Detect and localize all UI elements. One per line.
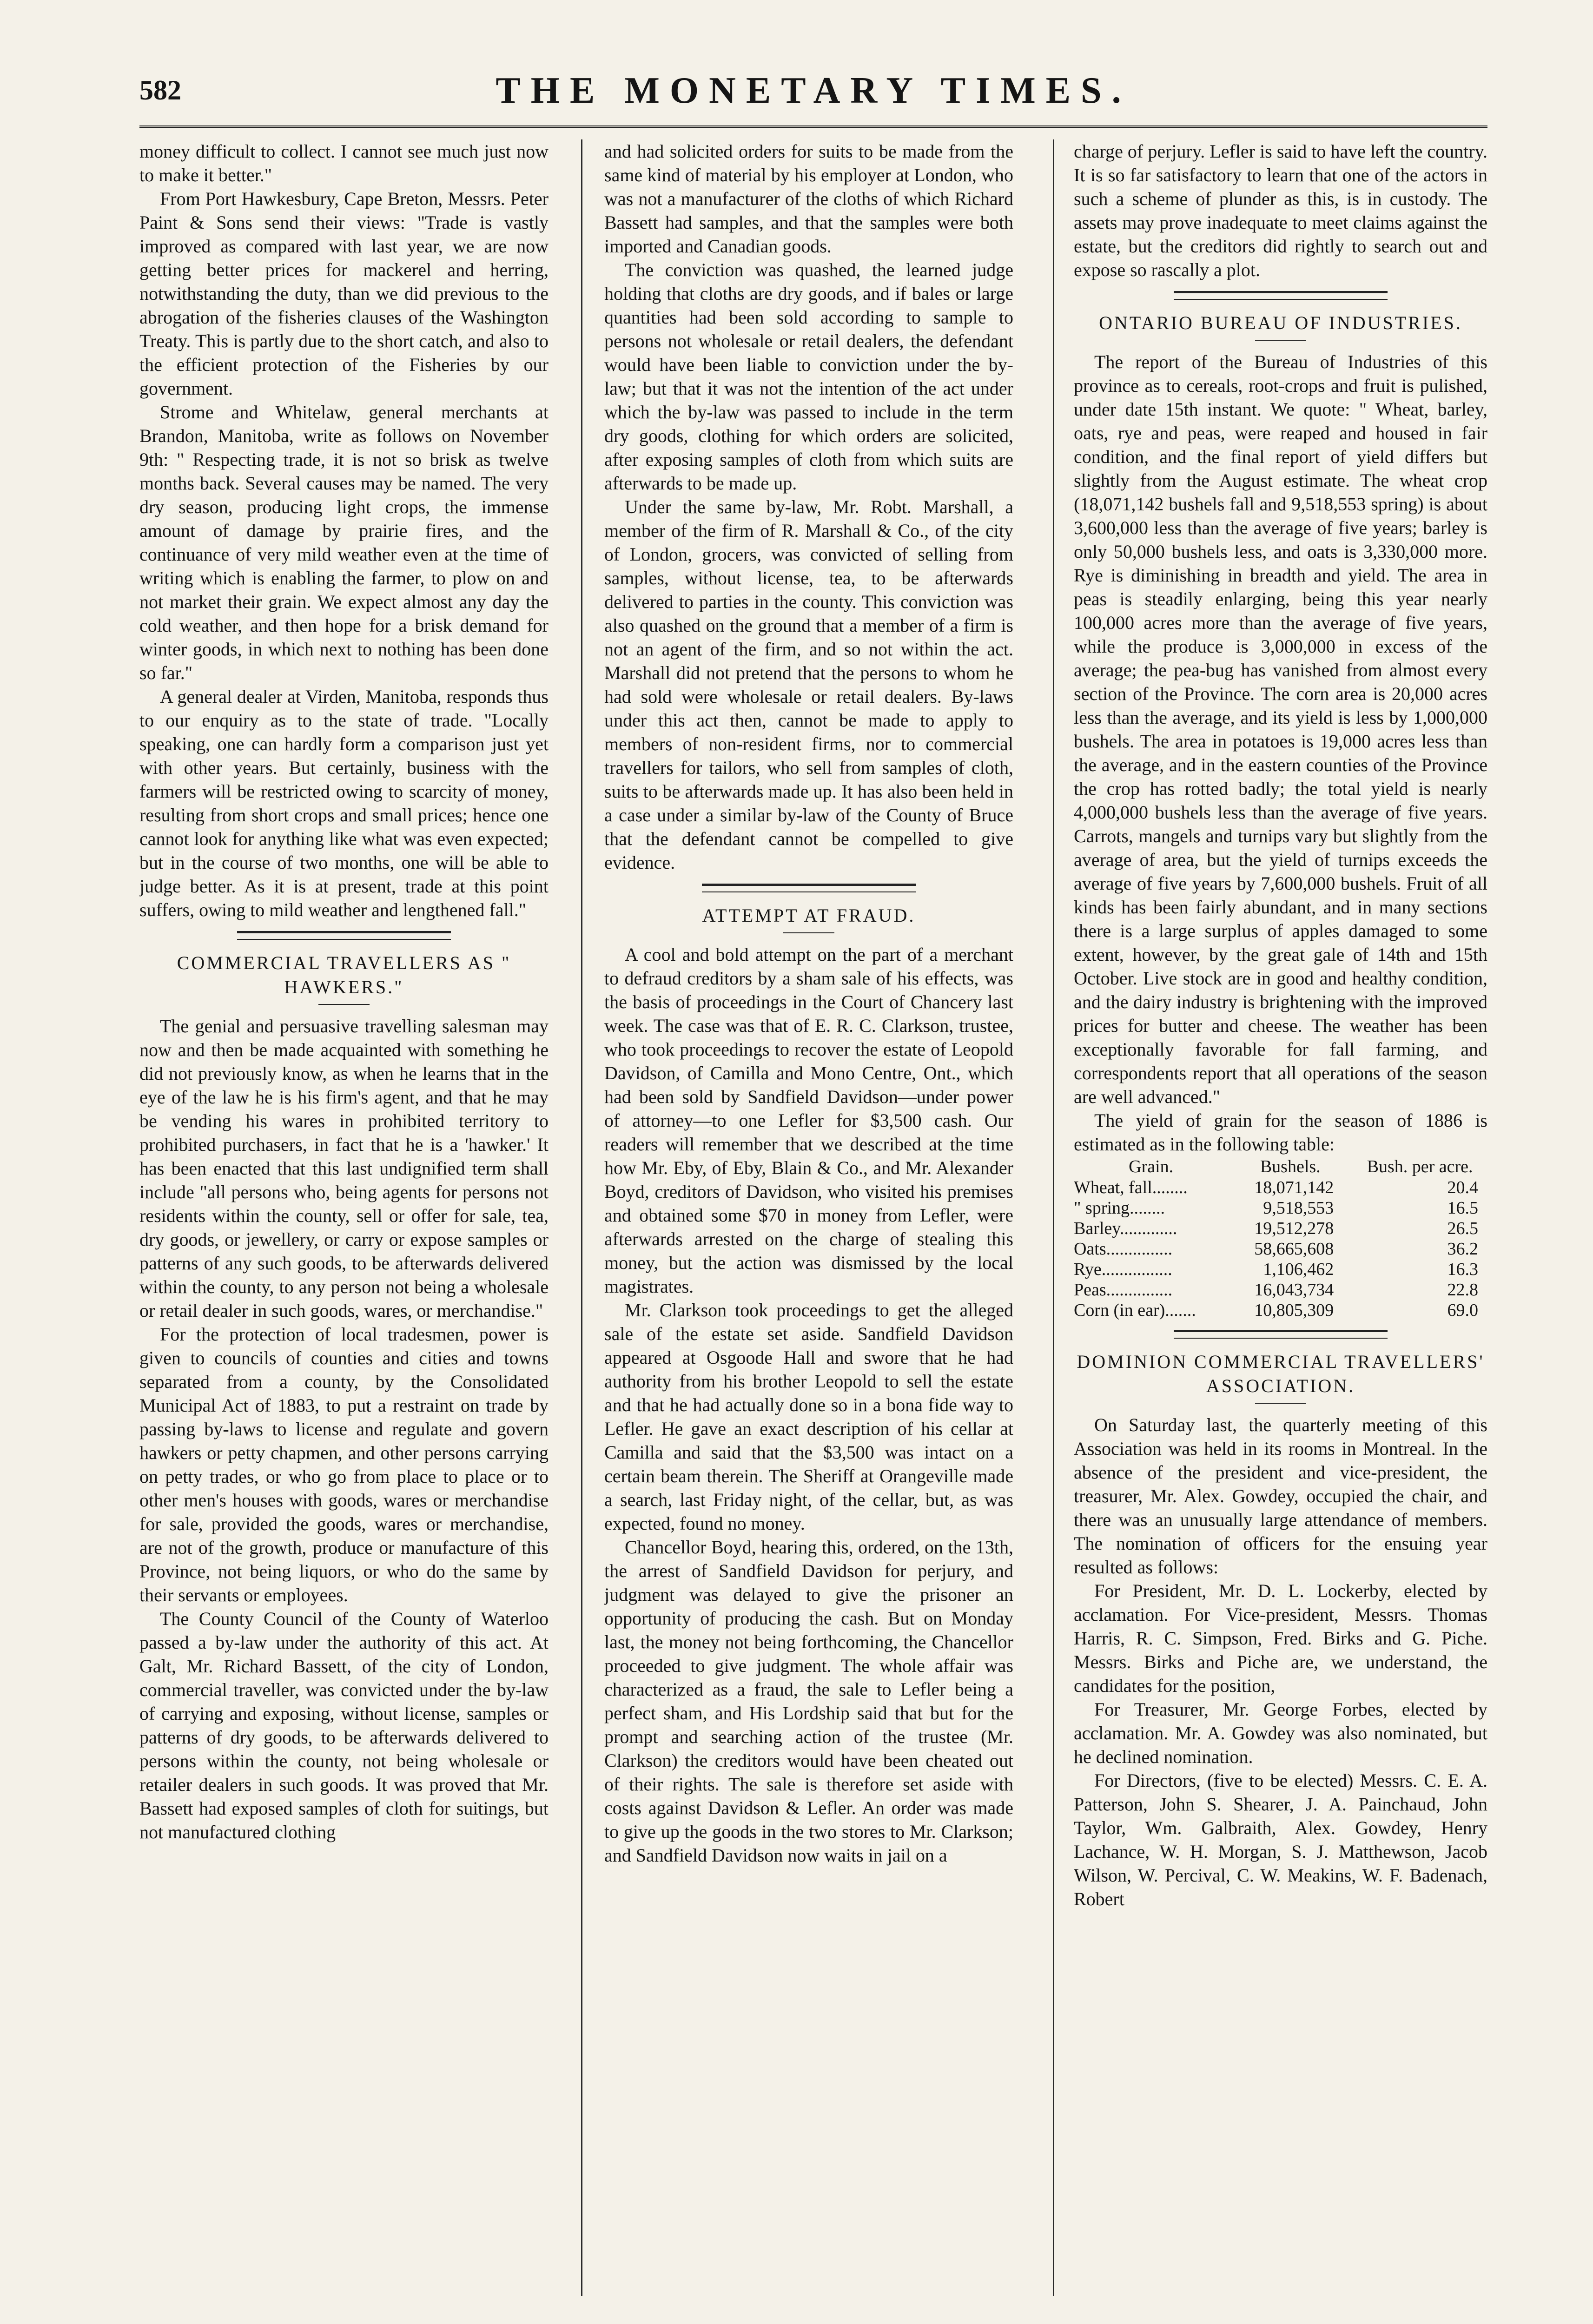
paragraph: For President, Mr. D. L. Lockerby, elected by acclamation. For Vice-president, Messrs. Thomas Harris, R. C. Simpson, Fred. Birks and G. Piche. Messrs. Birks and Piche are, we understand, the candidates for the position, (1074, 1580, 1487, 1696)
column-3 (1074, 139, 1487, 2296)
paragraph: On Saturday last, the quarterly meeting of this Association was held in its rooms in Montreal. In the absence of the president and vice-president, the treasurer, Mr. Alex. Gowdey, occupied the chair, and there was an unusually large attendance of members. The nomination of officers for the ensuing year resulted as follows: (1074, 1414, 1487, 1578)
bushels-cell: 9,518,553 (1263, 1198, 1334, 1218)
paragraph: money difficult to collect. I cannot see much just now to make it better." (139, 141, 549, 185)
column-2 (604, 139, 1013, 2296)
section-divider (1174, 291, 1388, 300)
table-row (1074, 1218, 1487, 1239)
grain-cell: " spring........ (1074, 1198, 1165, 1218)
paragraph: From Port Hawkesbury, Cape Breton, Messrs. Peter Paint & Sons send their views: "Trade is vastly improved as compared with last year, we are now getting better prices for mackerel and herring, notwithstanding the duty, than we did previous to the abrogation of the fisheries clauses of the Washington Treaty. This is partly due to the short catch, and also to the efficient protection of the Fisheries by our government. (139, 188, 549, 399)
column-divider (1053, 139, 1054, 2296)
paragraph: Chancellor Boyd, hearing this, ordered, on the 13th, the arrest of Sandfield Davidson for perjury, and judgment was delayed to give the prisoner an opportunity of producing the cash. But on Monday last, the money not being forthcoming, the Chancellor proceeded to give judgment. The whole affair was characterized as a fraud, the sale to Lefler being a perfect sham, and His Lordship said that but for the prompt and searching action of the trustee (Mr. Clarkson) the creditors would have been cheated out of their rights. The sale is therefore set aside with costs against Davidson & Lefler. An order was made to give up the goods in the two stores to Mr. Clarkson; and Sandfield Davidson now waits in jail on a (604, 1537, 1013, 1866)
heading-rule (1255, 1403, 1306, 1404)
heading-rule (1255, 340, 1306, 341)
rate-cell: 16.5 (1447, 1198, 1478, 1218)
rate-cell: 22.8 (1447, 1280, 1478, 1300)
paragraph: Strome and Whitelaw, general merchants at Brandon, Manitoba, write as follows on November 9th: " Respecting trade, it is not so brisk as twelve months back. Several causes may be named. The very dry season, producing light crops, the immense amount of damage by prairie fires, and the continuance of very mild weather even at the time of writing which is enabling the farmer, to plow on and not market their grain. We expect almost any day the cold weather, and then hope for a brisk demand for winter goods, in which next to nothing has been done so far." (139, 402, 549, 683)
paragraph: and had solicited orders for suits to be made from the same kind of material by his employer at London, who was not a manufacturer of the cloths of which Richard Bassett had samples, and that the samples were both imported and Canadian goods. (604, 141, 1013, 257)
article-heading: ATTEMPT AT FRAUD. (702, 905, 916, 926)
grain-cell: Rye................ (1074, 1260, 1172, 1279)
grain-cell: Corn (in ear)....... (1074, 1301, 1196, 1320)
paragraph: The County Council of the County of Waterloo passed a by-law under the authority of this act. At Galt, Mr. Richard Bassett, of the city of London, commercial traveller, was convicted under the by-law of carrying and exposing, without license, samples or patterns of dry goods, to be afterwards delivered to persons within the county, not being wholesale or retailer dealers in such goods. It was proved that Mr. Bassett had exposed samples of cloth for suitings, but not manufactured clothing (139, 1608, 549, 1842)
table-row (1074, 1198, 1487, 1218)
paragraph: Mr. Clarkson took proceedings to get the alleged sale of the estate set aside. Sandfield Davidson appeared at Osgoode Hall and swore that he had authority from his brother Leopold to sell the estate and that he had actually done so in a bona fide way to Lefler. He gave an exact description of his cellar at Camilla and said that the $3,500 was intact on a certain beam therein. The Sheriff at Orangeville made a search, last Friday night, of the cellar, but, as was expected, found no money. (604, 1300, 1013, 1534)
paragraph: The report of the Bureau of Industries of this province as to cereals, root-crops and fruit is pulished, under date 15th instant. We quote: " Wheat, barley, oats, rye and peas, were reaped and housed in fair condition, and the final report of yield differs but slightly from the August estimate. The wheat crop (18,071,142 bushels fall and 9,518,553 spring) is about 3,600,000 less than the average of five years; barley is only 50,000 bushels less, and oats is 3,330,000 more. Rye is diminishing in breadth and yield. The area in peas is steadily enlarging, being this year nearly 100,000 acres more than the average of five years, while the produce is 3,000,000 in excess of the average; the pea-bug has vanished from almost every section of the Province. The corn area is 20,000 acres less than the average, and its yield is less by 1,000,000 bushels. The area in potatoes is 19,000 acres less than the average, and in the eastern counties of the Province the crop has rotted badly; the total yield is nearly 4,000,000 bushels less than the average of five years. Carrots, mangels and turnips vary but slightly from the average of area, but the yield of turnips exceeds the average of five years by 7,600,000 bushels. Fruit of all kinds has been fairly abundant, and in many sections there is a large surplus of apples damaged to some extent, however, by the great gale of 14th and 15th October. Live stock are in good and healthy condition, and the dairy industry is brightening with the improved prices for butter and cheese. The weather has been exceptionally favorable for fall farming, and correspondents report that all operations of the season are well advanced." (1074, 351, 1487, 1107)
rate-cell: 69.0 (1447, 1301, 1478, 1320)
section-divider (702, 884, 916, 892)
article-columns (139, 139, 1487, 2296)
table-row (1074, 1300, 1487, 1320)
rate-cell: 36.2 (1447, 1239, 1478, 1259)
bushels-cell: 18,071,142 (1254, 1178, 1334, 1197)
grain-cell: Oats............... (1074, 1239, 1173, 1259)
table-row (1074, 1259, 1487, 1280)
newspaper-page (139, 65, 1487, 2296)
bushels-cell: 58,665,608 (1254, 1239, 1334, 1259)
article-heading: COMMERCIAL TRAVELLERS AS " HAWKERS." (177, 952, 511, 997)
table-row (1074, 1177, 1487, 1198)
column-1 (139, 139, 549, 2296)
rate-cell: 20.4 (1447, 1178, 1478, 1197)
paragraph: For the protection of local tradesmen, power is given to councils of counties and cities and towns separated from a county, by the Consolidated Municipal Act of 1883, to put a restraint on trade by passing by-laws to license and regulate and govern hawkers or petty chapmen, and other persons carrying on petty trades, or who go from place to place or to other men's houses with goods, wares or merchandise for sale, provided the goods, wares or merchandise, are not of the growth, produce or manufacture of this Province, not being liquors, or who do the same by their servants or employees. (139, 1324, 549, 1605)
grain-yield-table (1074, 1156, 1487, 1320)
heading-rule (783, 932, 834, 933)
column-header: Bushels. (1260, 1157, 1321, 1176)
column-header: Bush. per acre. (1367, 1157, 1473, 1176)
bushels-cell: 1,106,462 (1263, 1260, 1334, 1279)
masthead-title: THE MONETARY TIMES. (496, 70, 1131, 111)
grain-cell: Wheat, fall........ (1074, 1178, 1188, 1197)
bushels-cell: 19,512,278 (1254, 1219, 1334, 1238)
grain-cell: Barley............. (1074, 1219, 1177, 1238)
heading-rule (318, 1004, 370, 1005)
paragraph: A cool and bold attempt on the part of a merchant to defraud creditors by a sham sale of his effects, was the basis of proceedings in the Court of Chancery last week. The case was that of E. R. C. Clarkson, trustee, who took proceedings to recover the estate of Leopold Davidson, of Camilla and Mono Centre, Ont., which had been sold by Sandfield Davidson—under power of attorney—to one Lefler for $3,500 cash. Our readers will remember that we described at the time how Mr. Eby, of Eby, Blain & Co., and Mr. Alexander Boyd, creditors of Davidson, who visited his premises and obtained some $70 in money from Lefler, were afterwards arrested on the charge of stealing this money, but the action was dismissed by the local magistrates. (604, 944, 1013, 1297)
paragraph: For Treasurer, Mr. George Forbes, elected by acclamation. Mr. A. Gowdey was also nominated, but he declined nomination. (1074, 1699, 1487, 1767)
grain-cell: Peas............... (1074, 1280, 1173, 1300)
bushels-cell: 16,043,734 (1254, 1280, 1334, 1300)
rate-cell: 26.5 (1447, 1219, 1478, 1238)
column-header: Grain. (1129, 1157, 1174, 1176)
article-heading: DOMINION COMMERCIAL TRAVELLERS' ASSOCIATION. (1077, 1351, 1485, 1396)
page-header (139, 65, 1487, 128)
paragraph: Under the same by-law, Mr. Robt. Marshall, a member of the firm of R. Marshall & Co., of the city of London, grocers, was convicted of selling from samples, without license, tea, to be afterwards delivered to parties in the county. This conviction was also quashed on the ground that a member of a firm is not an agent of the firm, and so not within the act. Marshall did not pretend that the persons to whom he had sold were wholesale or retail dealers. By-laws under this act then, cannot be made to apply to members of non-resident firms, nor to commercial travellers for tailors, who sell from samples of cloth, suits to be afterwards made up. It has also been held in a case under a similar by-law of the County of Bruce that the defendant cannot be compelled to give evidence. (604, 496, 1013, 873)
table-header-row (1074, 1156, 1487, 1177)
table-row (1074, 1280, 1487, 1300)
article-heading: ONTARIO BUREAU OF INDUSTRIES. (1099, 312, 1462, 333)
paragraph: For Directors, (five to be elected) Messrs. C. E. A. Patterson, John S. Shearer, J. A. Painchaud, John Taylor, Wm. Galbraith, Alex. Gowdey, Henry Lachance, W. H. Morgan, S. J. Matthewson, Jacob Wilson, W. Percival, C. W. Meakins, W. F. Badenach, Robert (1074, 1770, 1487, 1909)
bushels-cell: 10,805,309 (1254, 1301, 1334, 1320)
paragraph: charge of perjury. Lefler is said to have left the country. It is so far satisfactory to learn that one of the actors in such a scheme of plunder as this, is in custody. The assets may prove inadequate to meet claims against the estate, but the creditors did rightly to search out and expose so rascally a plot. (1074, 141, 1487, 280)
section-divider (1174, 1330, 1388, 1339)
paragraph: A general dealer at Virden, Manitoba, responds thus to our enquiry as to the state of trade. "Locally speaking, one can hardly form a comparison just yet with other years. But certainly, business with the farmers will be restricted owing to scarcity of money, resulting from short crops and small prices; hence one cannot look for anything like what was even expected; but in the course of two months, one will be able to judge better. As it is at present, trade at this point suffers, owing to mild weather and lengthened fall." (139, 686, 549, 920)
table-row (1074, 1239, 1487, 1259)
rate-cell: 16.3 (1447, 1260, 1478, 1279)
column-divider (581, 139, 582, 2296)
page-number: 582 (139, 75, 181, 106)
paragraph: The conviction was quashed, the learned judge holding that cloths are dry goods, and if bales or large quantities had been sold according to sample to persons not wholesale or retail dealers, the defendant would have been liable to conviction under the by-law; but that it was not the intention of the act under which the by-law was passed to include in the term dry goods, clothing for which orders are solicited, after exposing samples of cloth from which suits are afterwards to be made up. (604, 259, 1013, 494)
section-divider (237, 931, 451, 940)
paragraph: The yield of grain for the season of 1886 is estimated as in the following table: (1074, 1110, 1487, 1155)
paragraph: The genial and persuasive travelling salesman may now and then be made acquainted with something he did not previously know, as when he learns that in the eye of the law he is his firm's agent, and that he may be vending his wares in prohibited territory to prohibited purchasers, in fact that he is a 'hawker.' It has been enacted that this last undignified term shall include "all persons who, being agents for persons not residents within the county, sell or offer for sale, tea, dry goods, or jewellery, or carry or expose samples or patterns of any such goods, to be afterwards delivered within the county, to any person not being a wholesale or retail dealer in such goods, wares, or merchandise." (139, 1016, 549, 1321)
